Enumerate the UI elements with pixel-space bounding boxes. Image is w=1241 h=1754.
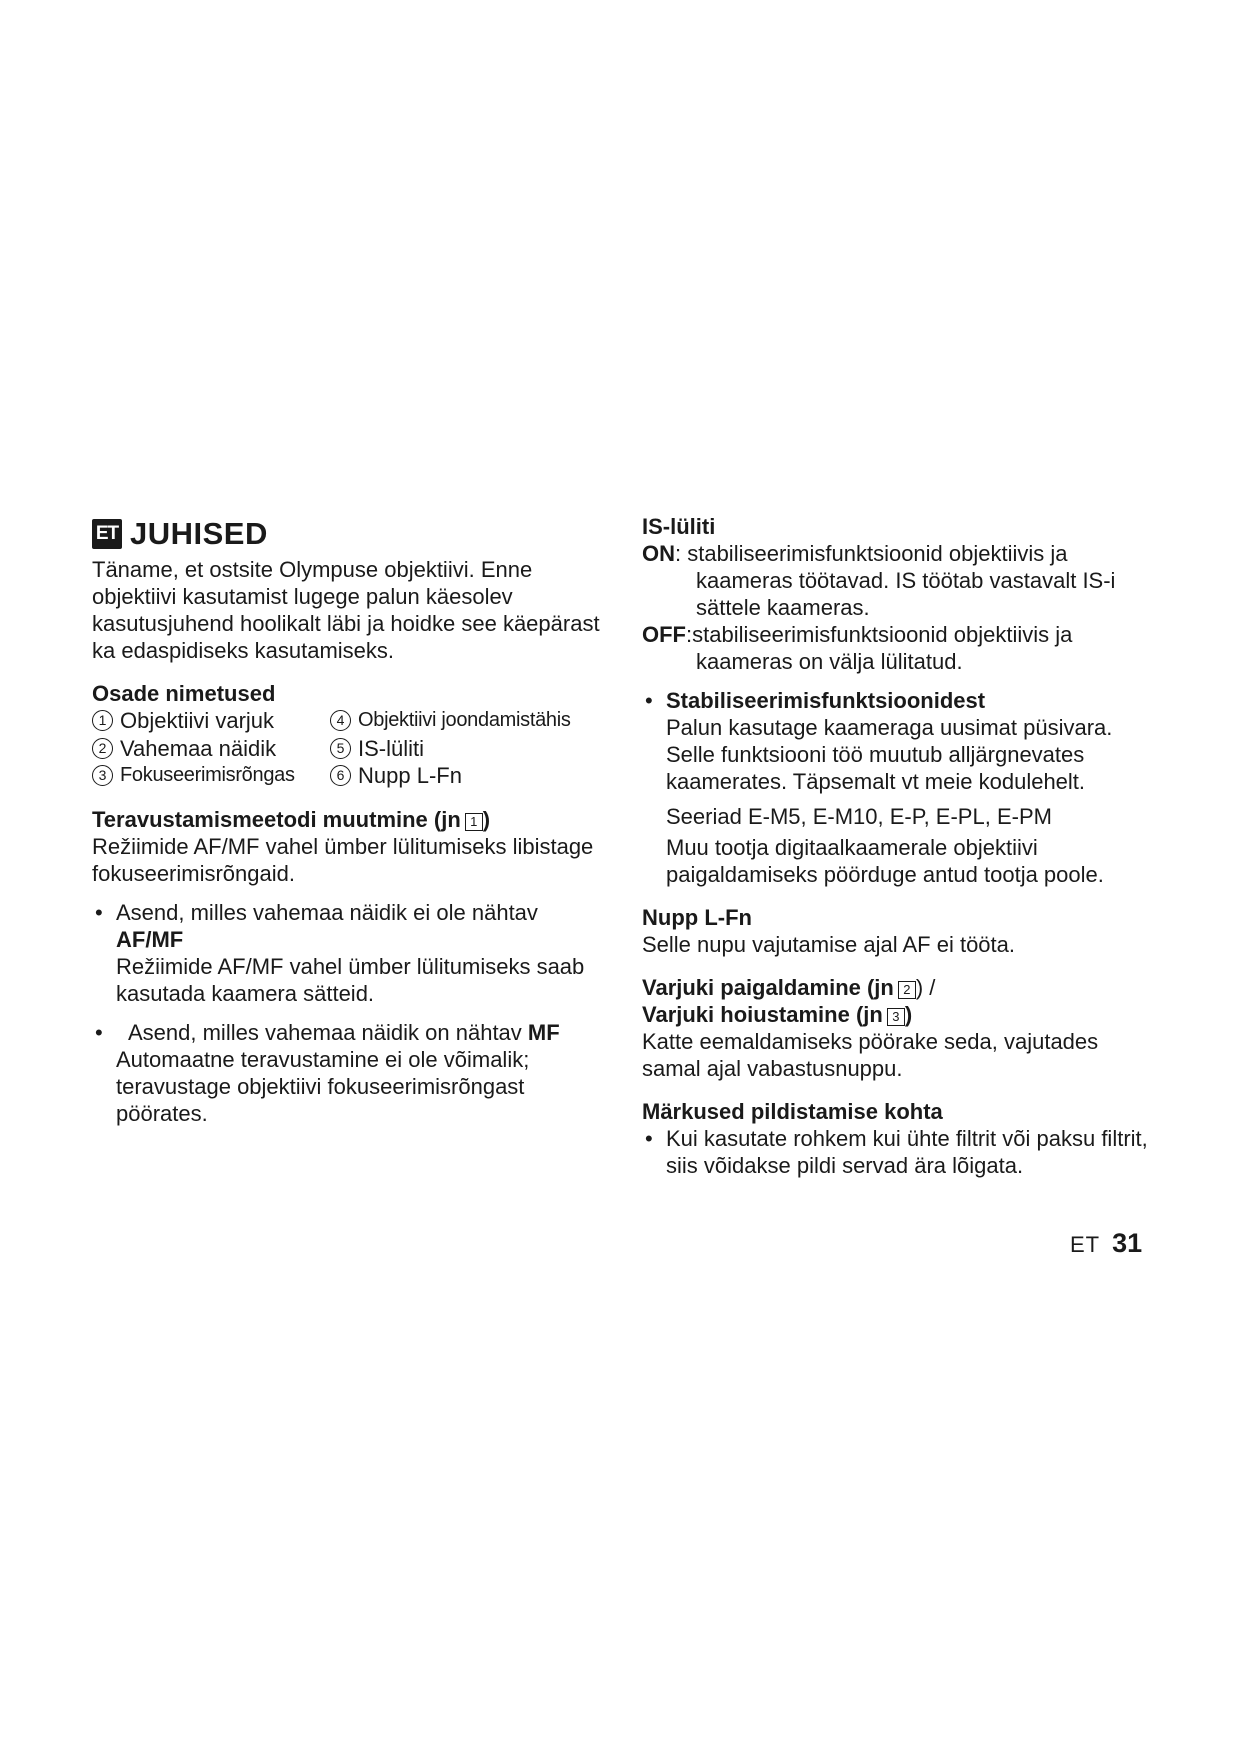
section-title xyxy=(92,514,622,554)
left-column xyxy=(92,514,622,1127)
footer-language: ET xyxy=(1070,1232,1101,1257)
part-item: 4 Objektiivi joondamistähis xyxy=(330,707,600,735)
stabilization-section: • Stabiliseerimisfunktsioonidest Palun kasutage kaameraga uusimat püsivara. Selle funktsiooni töö muutub alljärgnevates kaamerates. Täpsemalt vt meie kodulehelt. Seeriad E-M5, E-M10, E-P, E-PL, E-PM Muu tootja digitaalkaamerale objektiivi paigaldamiseks pöörduge antud tootja poole. xyxy=(645,688,1113,887)
lfn-text: Selle nupu vajutamise ajal AF ei tööta. xyxy=(642,932,1016,957)
number-circle-icon: 6 xyxy=(330,765,351,786)
part-item: 6 Nupp L-Fn xyxy=(330,762,600,790)
is-switch-heading: IS-lüliti xyxy=(642,514,716,539)
figure-number-icon: 3 xyxy=(887,1008,905,1026)
bullet-item: • Asend, milles vahemaa näidik ei ole nähtav AF/MF Režiimide AF/MF vahel ümber lülitumiseks saab kasutada kaamera sätteid. xyxy=(95,899,585,1006)
is-off-definition: OFF:stabiliseerimisfunktsioonid objektiivis ja kaameras on välja lülitatud. xyxy=(642,622,1073,674)
page-footer xyxy=(1070,1228,1142,1259)
part-item: 3 Fokuseerimisrõngas xyxy=(92,762,330,790)
bullet-item: • Kui kasutate rohkem kui ühte filtrit või paksu filtrit, siis võidakse pildi servad ära lõigata. xyxy=(645,1126,1148,1178)
number-circle-icon: 1 xyxy=(92,710,113,731)
bullet-icon: • xyxy=(645,688,653,713)
hood-text: Katte eemaldamiseks pöörake seda, vajutades samal ajal vabastusnuppu. xyxy=(642,1029,1099,1081)
part-item: 2 Vahemaa näidik xyxy=(92,735,330,763)
language-badge: ET xyxy=(92,519,122,549)
parts-heading: Osade nimetused xyxy=(92,681,276,706)
bullet-icon: • xyxy=(95,899,103,925)
number-circle-icon: 2 xyxy=(92,738,113,759)
page-number: 31 xyxy=(1112,1228,1143,1258)
focus-mode-heading: Teravustamismeetodi muutmine (jn 1 ) xyxy=(92,806,491,832)
figure-number-icon: 2 xyxy=(898,981,916,999)
lfn-heading: Nupp L-Fn xyxy=(642,905,752,930)
part-item: 5 IS-lüliti xyxy=(330,735,600,763)
number-circle-icon: 5 xyxy=(330,738,351,759)
hood-heading-attach: Varjuki paigaldamine (jn 2 ) / xyxy=(642,975,936,1000)
bullet-item: • Asend, milles vahemaa näidik on nähtav MF Automaatne teravustamine ei ole võimalik; teravustage objektiivi fokuseerimisrõngast pöörates. xyxy=(95,1019,560,1126)
page-title: JUHISED xyxy=(130,516,268,551)
bullet-icon: • xyxy=(95,1019,103,1045)
figure-number-icon: 1 xyxy=(465,813,483,831)
intro-text: Täname, et ostsite Olympuse objektiivi. Enne objektiivi kasutamist lugege palun käesolev kasutusjuhend hoolikalt läbi ja hoidke see käepärast ka edaspidiseks kasutamiseks. xyxy=(92,557,600,663)
part-item: 1 Objektiivi varjuk xyxy=(92,707,330,735)
bullet-icon: • xyxy=(645,1126,653,1151)
is-on-definition: ON: stabiliseerimisfunktsioonid objektiivis ja kaameras töötavad. IS töötab vastavalt IS-i sättele kaameras. xyxy=(642,541,1116,620)
hood-heading-storage: Varjuki hoiustamine (jn 3 ) xyxy=(642,1002,913,1027)
parts-list xyxy=(92,707,622,790)
number-circle-icon: 4 xyxy=(330,710,351,731)
number-circle-icon: 3 xyxy=(92,765,113,786)
right-column xyxy=(642,514,1162,1179)
focus-mode-text: Režiimide AF/MF vahel ümber lülitumiseks libistage fokuseerimisrõngaid. xyxy=(92,833,594,886)
notes-heading: Märkused pildistamise kohta xyxy=(642,1099,943,1124)
